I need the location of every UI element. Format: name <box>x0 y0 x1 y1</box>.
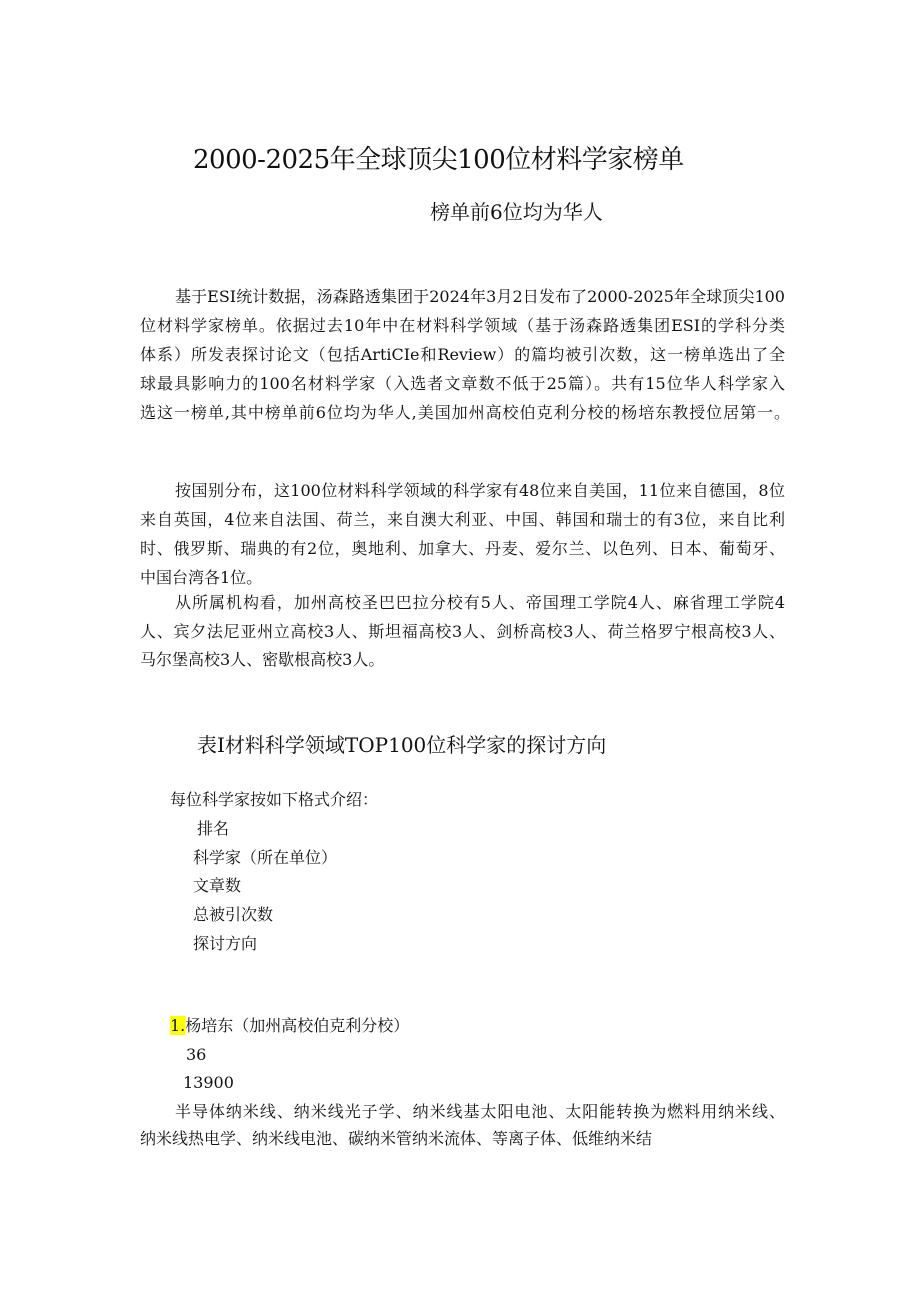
paragraph-3-line: 从所属机构看，加州高校圣巴巴拉分校有5人、帝国理工学院4人、麻省理工学院4 <box>175 593 785 612</box>
paragraph-2-line: 时、俄罗斯、瑞典的有2位，奥地利、加拿大、丹麦、爱尔兰、以色列、日本、葡萄牙、 <box>140 539 785 558</box>
format-item: 文章数 <box>193 876 242 895</box>
format-item: 科学家（所在单位） <box>193 848 338 867</box>
paragraph-1-line: 球最具影响力的100名材料学家（入选者文章数不低于25篇）。共有15位华人科学家入 <box>140 374 785 393</box>
entry-header <box>170 1016 409 1036</box>
entry-research-line: 半导体纳米线、纳米线光子学、纳米线基太阳电池、太阳能转换为燃料用纳米线、 <box>175 1102 785 1121</box>
table-heading: 表I材料科学领域TOP100位科学家的探讨方向 <box>197 733 607 757</box>
paragraph-3-line: 人、宾夕法尼亚州立高校3人、斯坦福高校3人、剑桥高校3人、荷兰格罗宁根高校3人、 <box>140 622 785 641</box>
entry-citations: 13900 <box>183 1073 234 1092</box>
paragraph-1-line: 体系）所发表探讨论文（包括ArtiCIe和Review）的篇均被引次数，这一榜单选出了全 <box>140 345 785 364</box>
entry-name: 杨培东（加州高校伯克利分校） <box>185 1016 410 1035</box>
entry-research-line: 纳米线热电学、纳米线电池、碳纳米管纳米流体、等离子体、低维纳米结 <box>140 1129 653 1148</box>
entry-articles: 36 <box>186 1045 207 1064</box>
format-item: 探讨方向 <box>193 934 258 953</box>
document-subtitle: 榜单前6位均为华人 <box>430 200 603 224</box>
format-intro: 每位科学家按如下格式介绍： <box>170 790 379 809</box>
document-title: 2000-2025年全球顶尖100位材料学家榜单 <box>193 145 684 175</box>
paragraph-2-line: 按国别分布，这100位材料科学领域的科学家有48位来自美国，11位来自德国，8位 <box>175 481 785 500</box>
paragraph-3-line: 马尔堡高校3人、密歇根高校3人。 <box>140 650 385 669</box>
paragraph-2-line: 来自英国，4位来自法国、荷兰，来自澳大利亚、中国、韩国和瑞士的有3位，来自比利 <box>140 510 785 529</box>
paragraph-2-line: 中国台湾各1位。 <box>140 568 263 587</box>
paragraph-1-line: 选这一榜单,其中榜单前6位均为华人,美国加州高校伯克利分校的杨培东教授位居第一。 <box>140 403 790 422</box>
format-item: 总被引次数 <box>193 905 274 924</box>
paragraph-1-line: 基于ESI统计数据，汤森路透集团于2024年3月2日发布了2000-2025年全球顶尖100 <box>175 287 785 306</box>
paragraph-1-line: 位材料学家榜单。依据过去10年中在材料科学领域（基于汤森路透集团ESI的学科分类 <box>140 316 785 335</box>
format-item: 排名 <box>197 819 230 838</box>
entry-rank: 1. <box>170 1016 186 1035</box>
